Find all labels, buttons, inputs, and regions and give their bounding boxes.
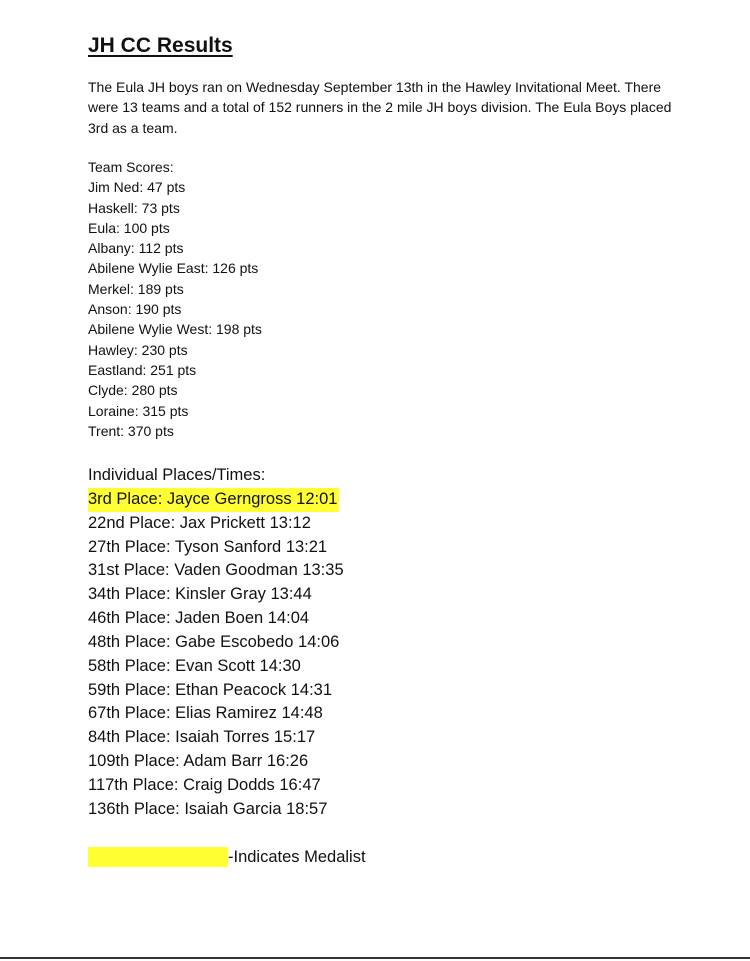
team-scores-heading: Team Scores: — [88, 159, 174, 175]
team-score-row: Anson: 190 pts — [88, 301, 182, 318]
medalist-highlight: 3rd Place: Jayce Gerngross 12:01 — [88, 488, 339, 512]
result-row: 117th Place: Craig Dodds 16:47 — [88, 775, 321, 794]
team-scores-section — [88, 157, 262, 441]
result-row: 27th Place: Tyson Sanford 13:21 — [88, 537, 328, 556]
individual-results-heading: Individual Places/Times: — [88, 466, 266, 484]
result-row: 58th Place: Evan Scott 14:30 — [88, 656, 301, 675]
team-score-row: Jim Ned: 47 pts — [88, 179, 186, 196]
document-title: JH CC Results — [88, 34, 233, 57]
medalist-legend — [88, 846, 366, 868]
result-row: 84th Place: Isaiah Torres 15:17 — [88, 728, 316, 747]
result-row: 48th Place: Gabe Escobedo 14:06 — [88, 632, 340, 651]
team-score-row: Haskell: 73 pts — [88, 199, 180, 216]
individual-results-section — [88, 464, 344, 822]
team-score-row: Loraine: 315 pts — [88, 402, 189, 419]
team-score-row: Albany: 112 pts — [88, 240, 184, 257]
result-row: 34th Place: Kinsler Gray 13:44 — [88, 585, 312, 604]
result-row: 109th Place: Adam Barr 16:26 — [88, 752, 309, 771]
legend-text: -Indicates Medalist — [228, 847, 366, 866]
team-score-row: Eula: 100 pts — [88, 219, 170, 236]
team-score-row: Hawley: 230 pts — [88, 341, 188, 358]
team-score-row: Eastland: 251 pts — [88, 361, 197, 378]
result-row: 136th Place: Isaiah Garcia 18:57 — [88, 799, 328, 818]
page-bottom-border — [0, 957, 750, 959]
team-score-row: Clyde: 280 pts — [88, 382, 178, 399]
result-row: 22nd Place: Jax Prickett 13:12 — [88, 513, 311, 532]
highlight-swatch — [88, 847, 228, 867]
result-row: 31st Place: Vaden Goodman 13:35 — [88, 561, 344, 580]
team-score-row: Abilene Wylie West: 198 pts — [88, 321, 262, 338]
result-row-medalist — [88, 488, 344, 512]
team-score-row: Abilene Wylie East: 126 pts — [88, 260, 259, 277]
result-row: 59th Place: Ethan Peacock 14:31 — [88, 680, 333, 699]
result-row: 67th Place: Elias Ramirez 14:48 — [88, 704, 323, 723]
result-row: 46th Place: Jaden Boen 14:04 — [88, 609, 310, 628]
team-score-row: Trent: 370 pts — [88, 422, 174, 439]
team-score-row: Merkel: 189 pts — [88, 280, 184, 297]
intro-paragraph: The Eula JH boys ran on Wednesday September 13th in the Hawley Invitational Meet. There were 13 teams and a total of 152 runners in the 2 mile JH boys division. The Eula Boys placed 3rd as a team. — [88, 79, 672, 136]
